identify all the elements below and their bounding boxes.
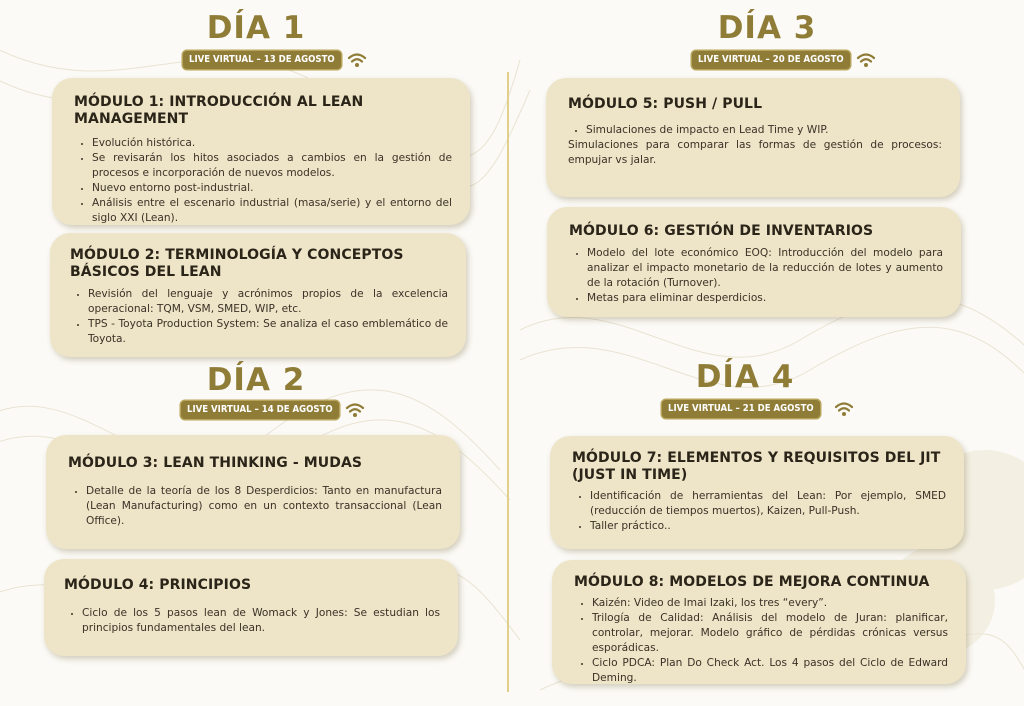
wifi-icon [856, 52, 876, 68]
module-3-title: MÓDULO 3: LEAN THINKING - MUDAS [68, 455, 363, 471]
module-5-card [546, 78, 960, 197]
day-2-live-row [181, 401, 365, 419]
module-4-list [64, 606, 440, 636]
list-item: • Modelo del lote económico EOQ: Introducción del modelo para analizar el impacto monetario de la reducción de lotes y aumento de la rotación (Turnover). [587, 246, 943, 291]
list-item: • Metas para eliminar desperdicios. [587, 291, 943, 306]
module-3-list [68, 484, 442, 529]
module-4-card [44, 559, 458, 656]
day-1-live-badge: LIVE VIRTUAL – 13 DE AGOSTO [183, 51, 341, 69]
list-item: • Trilogía de Calidad: Análisis del modelo de Juran: planificar, controlar, mejorar. Modelo gráfico de pérdidas crónicas versus esporádicas. [592, 611, 948, 656]
module-6-list [569, 246, 943, 306]
list-item: • Revisión del lenguaje y acrónimos propios de la excelencia operacional: TQM, VSM, SMED, WIP, etc. [88, 287, 448, 317]
list-item: • Se revisarán los hitos asociados a cambios en la gestión de procesos e incorporación de nuevos modelos. [92, 151, 452, 181]
day-1-title: DÍA 1 [206, 10, 306, 46]
day-3-live-row [692, 51, 876, 69]
list-item: • Simulaciones de impacto en Lead Time y WIP. [586, 123, 942, 138]
list-item: • Kaizén: Video de Imai Izaki, los tres “every”. [592, 596, 948, 611]
day-2-live-badge: LIVE VIRTUAL – 14 DE AGOSTO [181, 401, 339, 419]
module-4-title: MÓDULO 4: PRINCIPIOS [64, 577, 252, 593]
list-item: • Detalle de la teoría de los 8 Desperdicios: Tanto en manufactura (Lean Manufacturing) como en un contexto transaccional (Lean Office). [86, 484, 442, 529]
module-6-title: MÓDULO 6: GESTIÓN DE INVENTARIOS [569, 223, 874, 239]
list-item: • Análisis entre el escenario industrial (masa/serie) y el entorno del siglo XXI (Lean). [92, 196, 452, 226]
module-6-card [547, 207, 961, 317]
module-5-text: Simulaciones para comparar las formas de gestión de procesos: empujar vs jalar. [568, 139, 942, 166]
module-7-card [550, 436, 964, 549]
day-3-title: DÍA 3 [717, 10, 817, 46]
day-1-live-row [183, 51, 367, 69]
wifi-icon [834, 401, 854, 417]
module-1-title: MÓDULO 1: INTRODUCCIÓN AL LEAN MANAGEMENT [74, 94, 364, 127]
wifi-icon [345, 402, 365, 418]
module-3-card [46, 435, 460, 549]
column-divider [507, 72, 509, 692]
wifi-icon [347, 52, 367, 68]
day-2-title: DÍA 2 [206, 362, 306, 398]
day-4-live-row [662, 400, 854, 418]
module-8-title: MÓDULO 8: MODELOS DE MEJORA CONTINUA [574, 574, 930, 590]
list-item: • Nuevo entorno post-industrial. [92, 181, 452, 196]
day-3-live-badge: LIVE VIRTUAL – 20 DE AGOSTO [692, 51, 850, 69]
module-1-list [74, 136, 452, 226]
module-1-card [52, 78, 470, 225]
list-item: • Ciclo de los 5 pasos lean de Womack y Jones: Se estudian los principios fundamentales del lean. [82, 606, 440, 636]
list-item: • Evolución histórica. [92, 136, 452, 151]
day-4-live-badge: LIVE VIRTUAL – 21 DE AGOSTO [662, 400, 820, 418]
module-2-list [70, 287, 448, 347]
module-5-list [568, 123, 942, 138]
module-5-title: MÓDULO 5: PUSH / PULL [568, 96, 763, 112]
day-4-title: DÍA 4 [695, 359, 795, 395]
module-2-card [50, 233, 466, 357]
list-item: • TPS - Toyota Production System: Se analiza el caso emblemático de Toyota. [88, 317, 448, 347]
module-7-title: MÓDULO 7: ELEMENTOS Y REQUISITOS DEL JIT (JUST IN TIME) [572, 450, 941, 483]
module-8-list [574, 596, 948, 686]
list-item: • Taller práctico.. [590, 519, 946, 534]
module-8-card [552, 560, 966, 684]
list-item: • Ciclo PDCA: Plan Do Check Act. Los 4 pasos del Ciclo de Edward Deming. [592, 656, 948, 686]
module-7-list [572, 489, 946, 534]
module-2-title: MÓDULO 2: TERMINOLOGÍA Y CONCEPTOS BÁSICOS DEL LEAN [70, 247, 404, 280]
list-item: • Identificación de herramientas del Lean: Por ejemplo, SMED (reducción de tiempos muertos), Kaizen, Pull-Push. [590, 489, 946, 519]
